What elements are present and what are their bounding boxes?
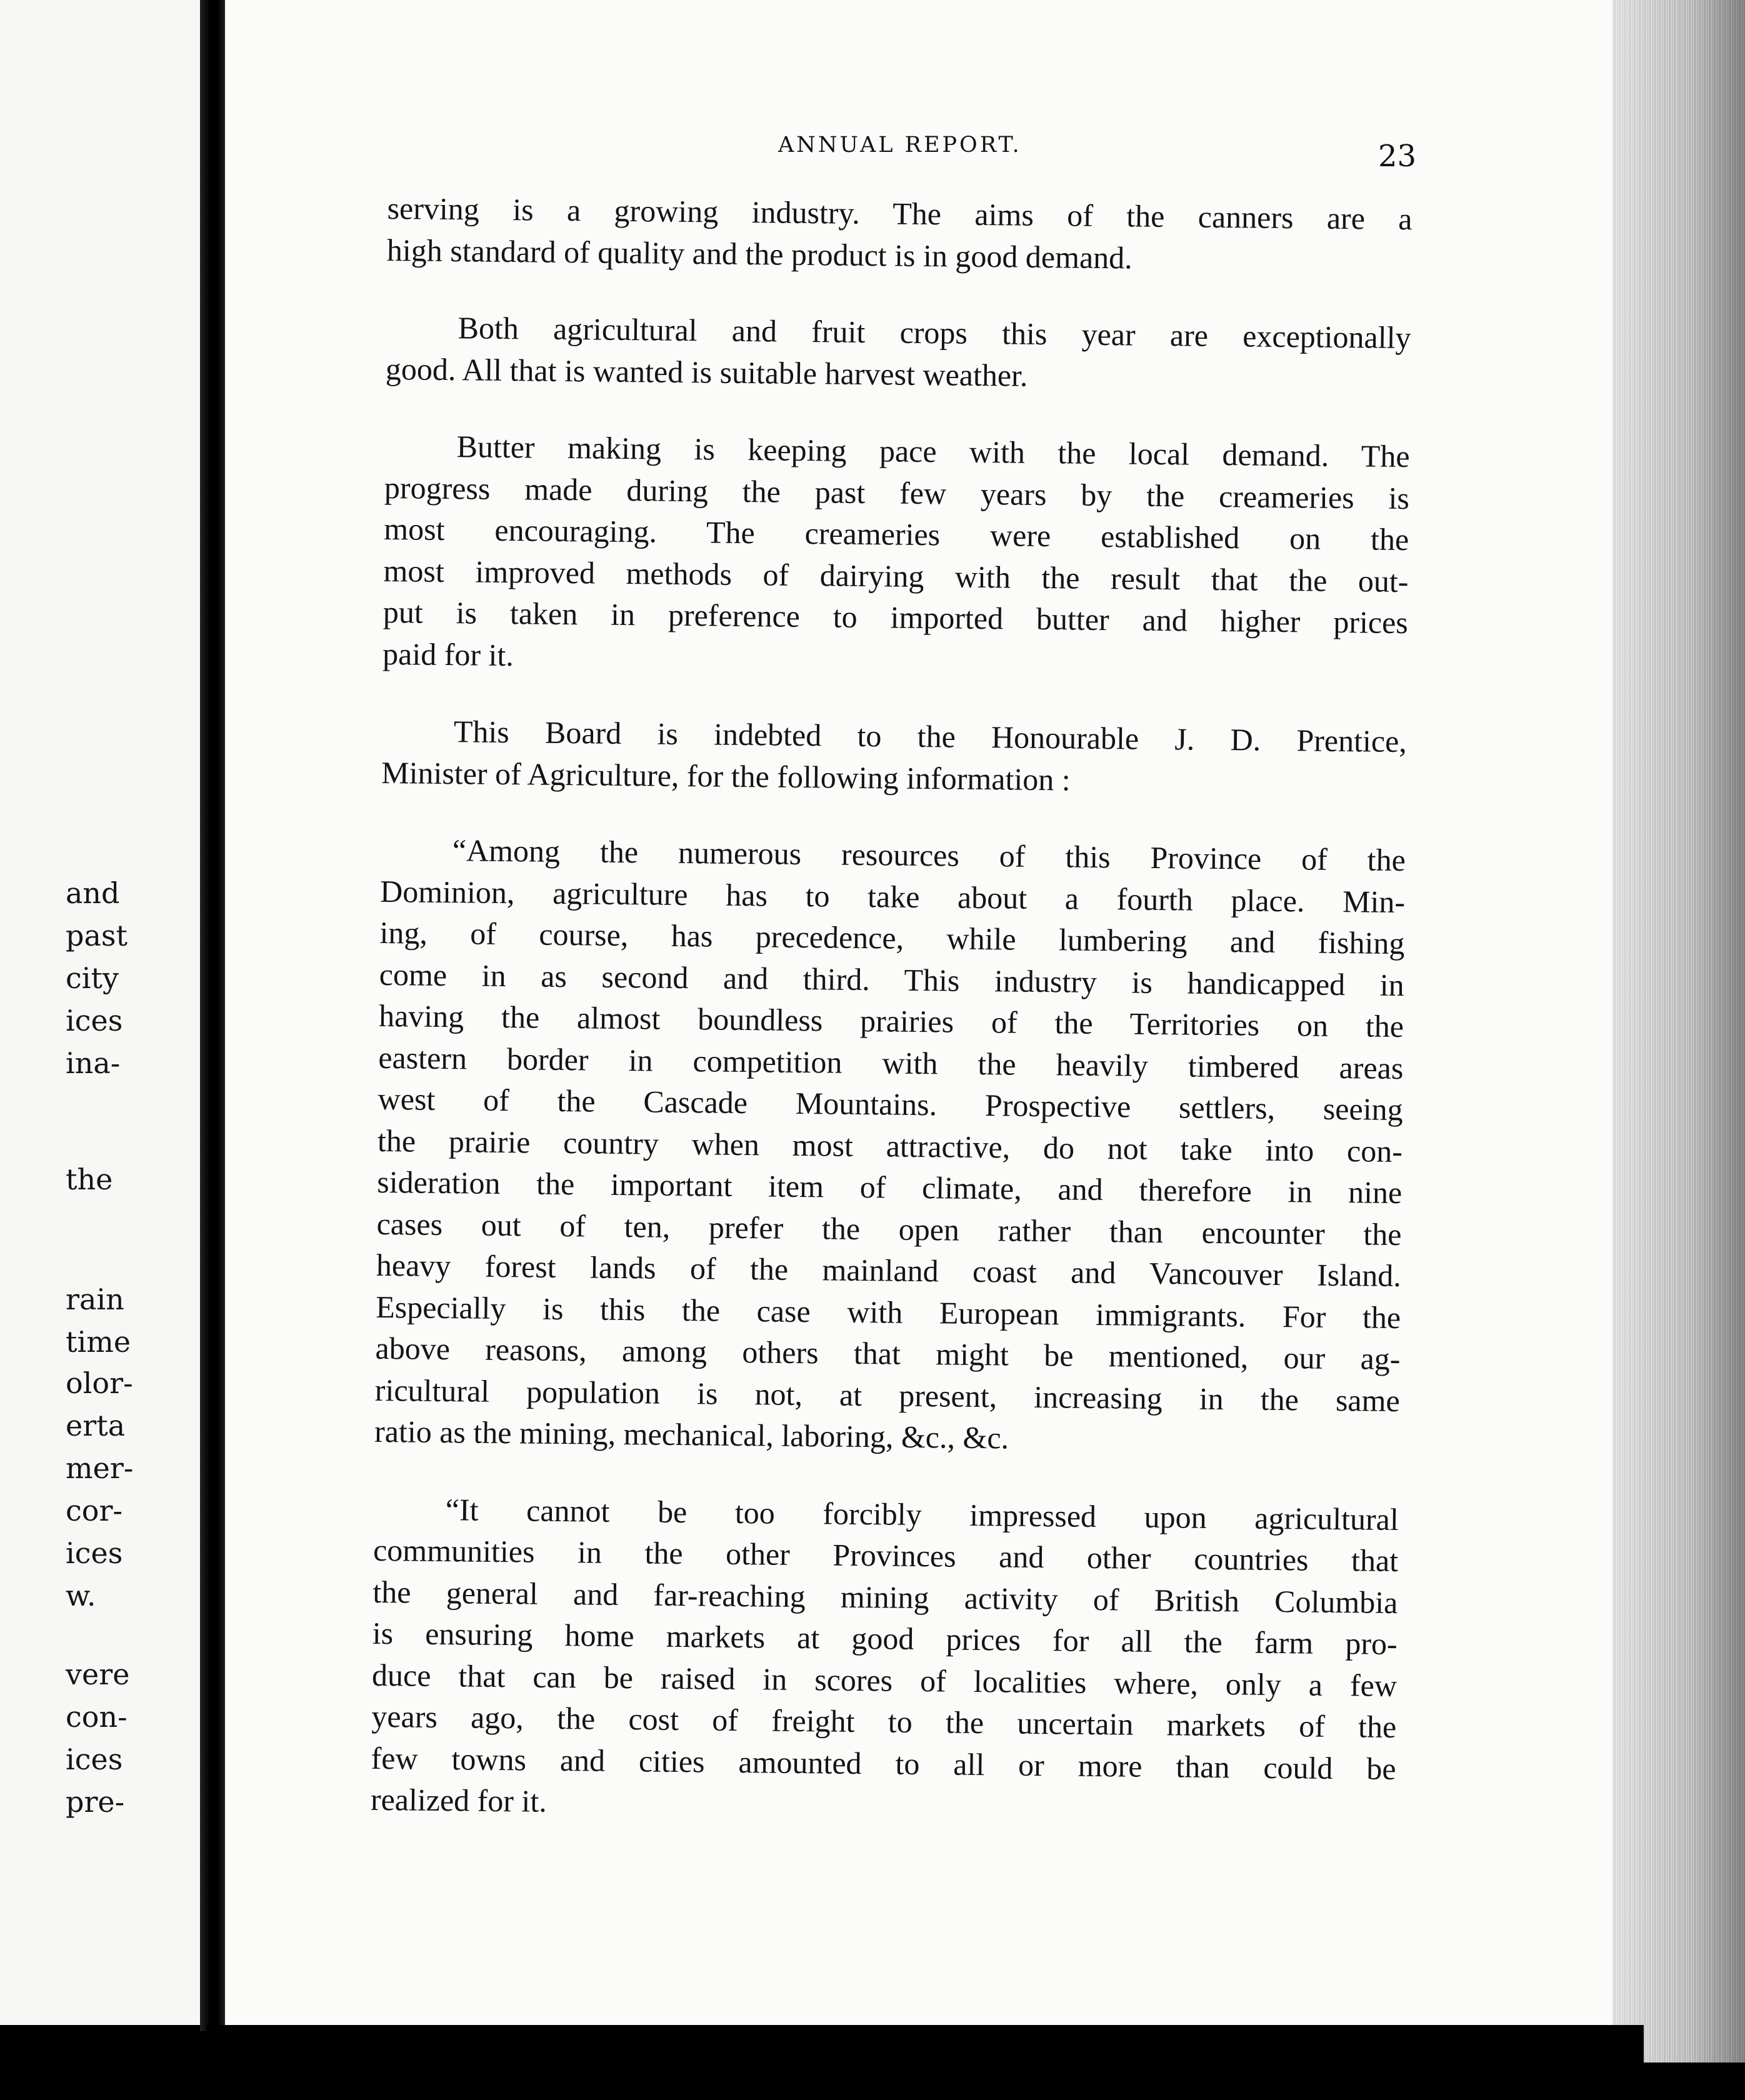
paragraph [386, 306, 1411, 400]
page-edge-stack [1612, 0, 1745, 2062]
paragraph [381, 710, 1407, 804]
text-line: few towns and cities amounted to all or more than could be [371, 1740, 1396, 1786]
left-fragment: ices [66, 1536, 123, 1570]
left-fragment: ices [66, 1742, 123, 1776]
left-fragment: vere [66, 1658, 130, 1691]
text-line: above reasons, among others that might be mentioned, our ag- [375, 1330, 1401, 1377]
left-fragment: cor- [66, 1494, 122, 1528]
left-fragment: past [66, 919, 128, 952]
text-line: heavy forest lands of the mainland coast and Vancouver Island. [376, 1247, 1402, 1294]
text-line: come in as second and third. This industry is handicapped in [379, 956, 1405, 1002]
text-line: the prairie country when most attractive, do not take into con- [377, 1122, 1403, 1169]
text-line: Dominion, agriculture has to take about a fourth place. Min- [379, 873, 1406, 919]
text-line: “Among the numerous resources of this Province of the [452, 832, 1406, 878]
text-line: most encouraging. The creameries were established on the [383, 511, 1409, 558]
body-text [370, 188, 1412, 1867]
text-line: Both agricultural and fruit crops this year are exceptionally [458, 310, 1411, 356]
text-line: “It cannot be too forcibly impressed upon agricultural [445, 1491, 1399, 1537]
left-fragment: city [66, 961, 119, 995]
text-line: duce that can be raised in scores of localities where, only a few [371, 1657, 1398, 1703]
text-line: This Board is indebted to the Honourable J. D. Prentice, [453, 714, 1408, 759]
book-gutter [200, 0, 225, 2031]
text-line: put is taken in preference to imported butter and higher prices [382, 594, 1409, 641]
text-line: high standard of quality and the product is in good demand. [386, 232, 1133, 275]
left-fragment: olor- [66, 1366, 133, 1400]
text-line: serving is a growing industry. The aims of the canners are a [387, 190, 1412, 237]
quoted-paragraph [371, 1488, 1399, 1831]
left-fragment: ina- [66, 1046, 121, 1080]
text-line: eastern border in competition with the heavily timbered areas [378, 1039, 1404, 1086]
left-page-text-fragments [0, 0, 209, 2025]
text-line: Especially is this the case with European immigrants. For the [375, 1289, 1401, 1335]
left-fragment: and [66, 876, 120, 910]
quoted-paragraph [374, 829, 1406, 1463]
text-line: most improved methods of dairying with the result that the out- [383, 552, 1409, 599]
paragraph [382, 425, 1410, 685]
left-fragment: erta [66, 1409, 126, 1442]
text-line: paid for it. [382, 636, 514, 672]
running-head: ANNUAL REPORT. [778, 132, 1022, 158]
left-fragment: rain [66, 1282, 124, 1316]
left-fragment: the [66, 1162, 113, 1196]
text-line: communities in the other Provinces and other countries that [372, 1532, 1399, 1579]
text-line: west of the Cascade Mountains. Prospective settlers, seeing [378, 1081, 1403, 1128]
text-line: cases out of ten, prefer the open rather than encounter the [376, 1206, 1402, 1252]
text-line: ratio as the mining, mechanical, laboring, &c., &c. [374, 1413, 1009, 1456]
left-fragment: ices [66, 1004, 123, 1038]
text-line: is ensuring home markets at good prices for all the farm pro- [372, 1615, 1398, 1662]
left-fragment: con- [66, 1700, 128, 1734]
text-line: progress made during the past few years by the creameries is [384, 469, 1410, 516]
text-line: good. All that is wanted is suitable harvest weather. [385, 351, 1028, 393]
text-line: ricultural population is not, at present, increasing in the same [374, 1372, 1401, 1418]
text-line: sideration the important item of climate, and therefore in nine [377, 1164, 1402, 1211]
text-line: Butter making is keeping pace with the local demand. The [456, 429, 1410, 474]
left-fragment: pre- [66, 1785, 125, 1819]
text-line: realized for it. [370, 1781, 548, 1819]
text-line: ing, of course, has precedence, while lumbering and fishing [379, 914, 1405, 961]
left-fragment: w. [66, 1579, 96, 1612]
left-fragment: mer- [66, 1451, 134, 1485]
page-number: 23 [1378, 139, 1417, 174]
left-fragment: time [66, 1325, 131, 1359]
paragraph [387, 188, 1412, 281]
text-line: years ago, the cost of freight to the uncertain markets of the [371, 1698, 1397, 1745]
bottom-shadow [206, 2025, 1644, 2100]
text-line: Minister of Agriculture, for the following information : [381, 754, 1071, 797]
text-line: having the almost boundless prairies of the Territories on the [378, 998, 1404, 1044]
text-line: the general and far-reaching mining activity of British Columbia [372, 1574, 1398, 1620]
